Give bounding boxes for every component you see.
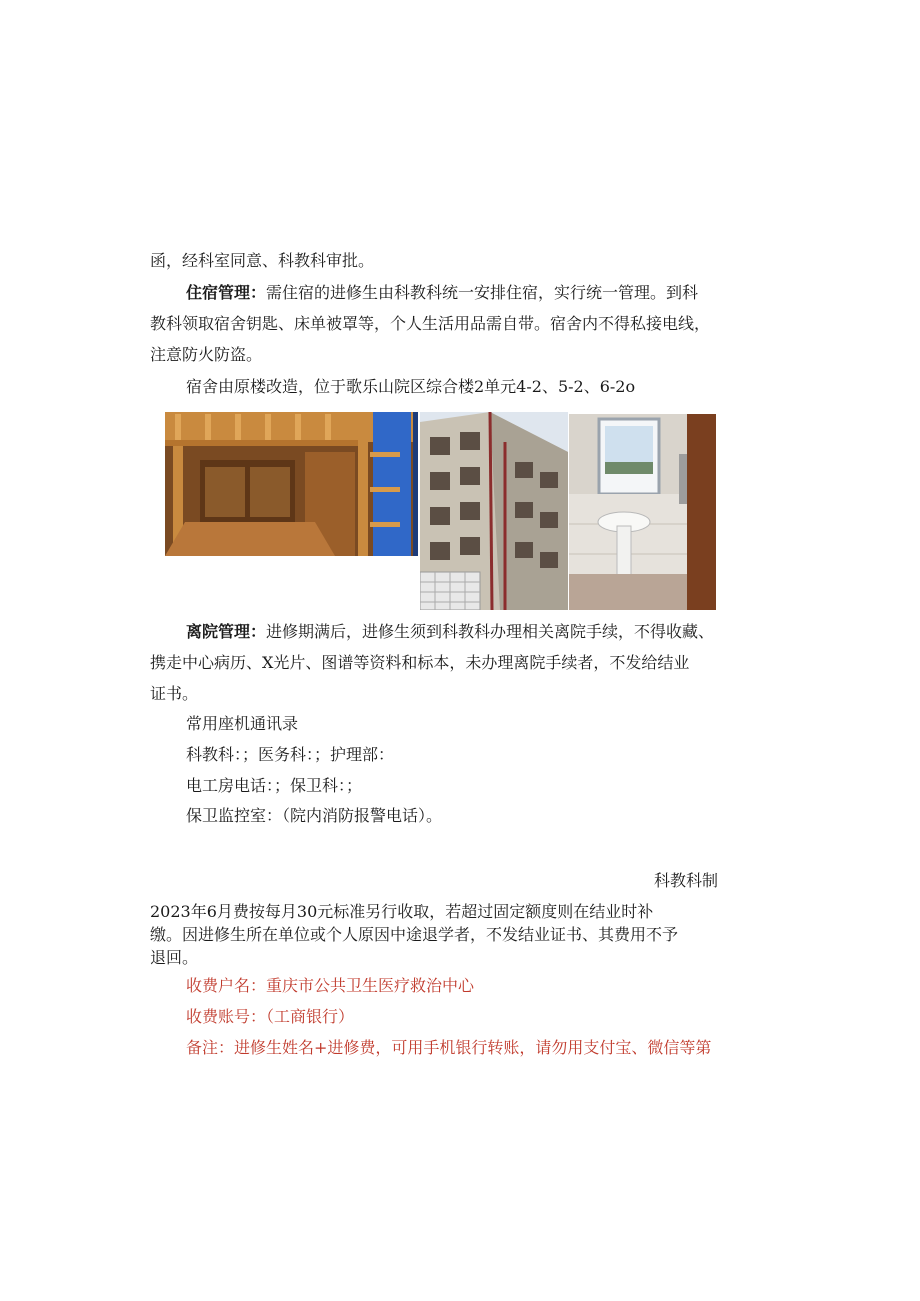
contacts-line-3: 保卫监控室：（院内消防报警电话）。 xyxy=(186,806,443,825)
accommodation-text-1: 需住宿的进修生由科教科统一安排住宿，实行统一管理。到科 xyxy=(266,283,699,302)
dorm-bathroom-photo xyxy=(569,414,716,610)
dorm-building-photo xyxy=(420,412,568,610)
departure-label: 离院管理： xyxy=(186,622,267,641)
fee-line-3: 退回。 xyxy=(150,948,199,967)
accommodation-label: 住宿管理： xyxy=(186,283,267,302)
accommodation-paragraph-line-3: 注意防火防盗。 xyxy=(150,345,263,364)
departure-paragraph-line-3: 证书。 xyxy=(150,684,199,703)
accommodation-paragraph-line-2: 教科领取宿舍钥匙、床单被罩等，个人生活用品需自带。宿舍内不得私接电线， xyxy=(150,314,711,333)
departure-paragraph-line-1 xyxy=(186,622,786,642)
dorm-room-photo xyxy=(165,412,418,556)
contacts-line-1: 科教科：；医务科：；护理部： xyxy=(186,745,395,764)
dormitory-location: 宿舍由原楼改造，位于歌乐山院区综合楼2单元4-2、5-2、6-2o xyxy=(186,377,636,396)
accommodation-paragraph-line-1 xyxy=(186,283,786,303)
paragraph-approval-tail: 函，经科室同意、科教科审批。 xyxy=(150,251,375,270)
account-number: 收费账号：（工商银行） xyxy=(186,1007,355,1026)
contacts-title: 常用座机通讯录 xyxy=(186,714,299,733)
contacts-line-2: 电工房电话：；保卫科：； xyxy=(186,776,363,795)
payee-name: 收费户名：重庆市公共卫生医疗救治中心 xyxy=(186,976,475,995)
departure-text-1: 进修期满后，进修生须到科教科办理相关离院手续，不得收藏、 xyxy=(266,622,715,641)
departure-paragraph-line-2: 携走中心病历、X光片、图谱等资料和标本，未办理离院手续者，不发给结业 xyxy=(150,653,690,672)
fee-line-2: 缴。因进修生所在单位或个人原因中途退学者，不发结业证书、其费用不予 xyxy=(150,925,679,944)
payment-note: 备注：进修生姓名+进修费，可用手机银行转账，请勿用支付宝、微信等第 xyxy=(186,1038,712,1057)
signature: 科教科制 xyxy=(654,871,719,890)
fee-line-1: 2023年6月费按每月30元标准另行收取，若超过固定额度则在结业时补 xyxy=(150,902,654,921)
